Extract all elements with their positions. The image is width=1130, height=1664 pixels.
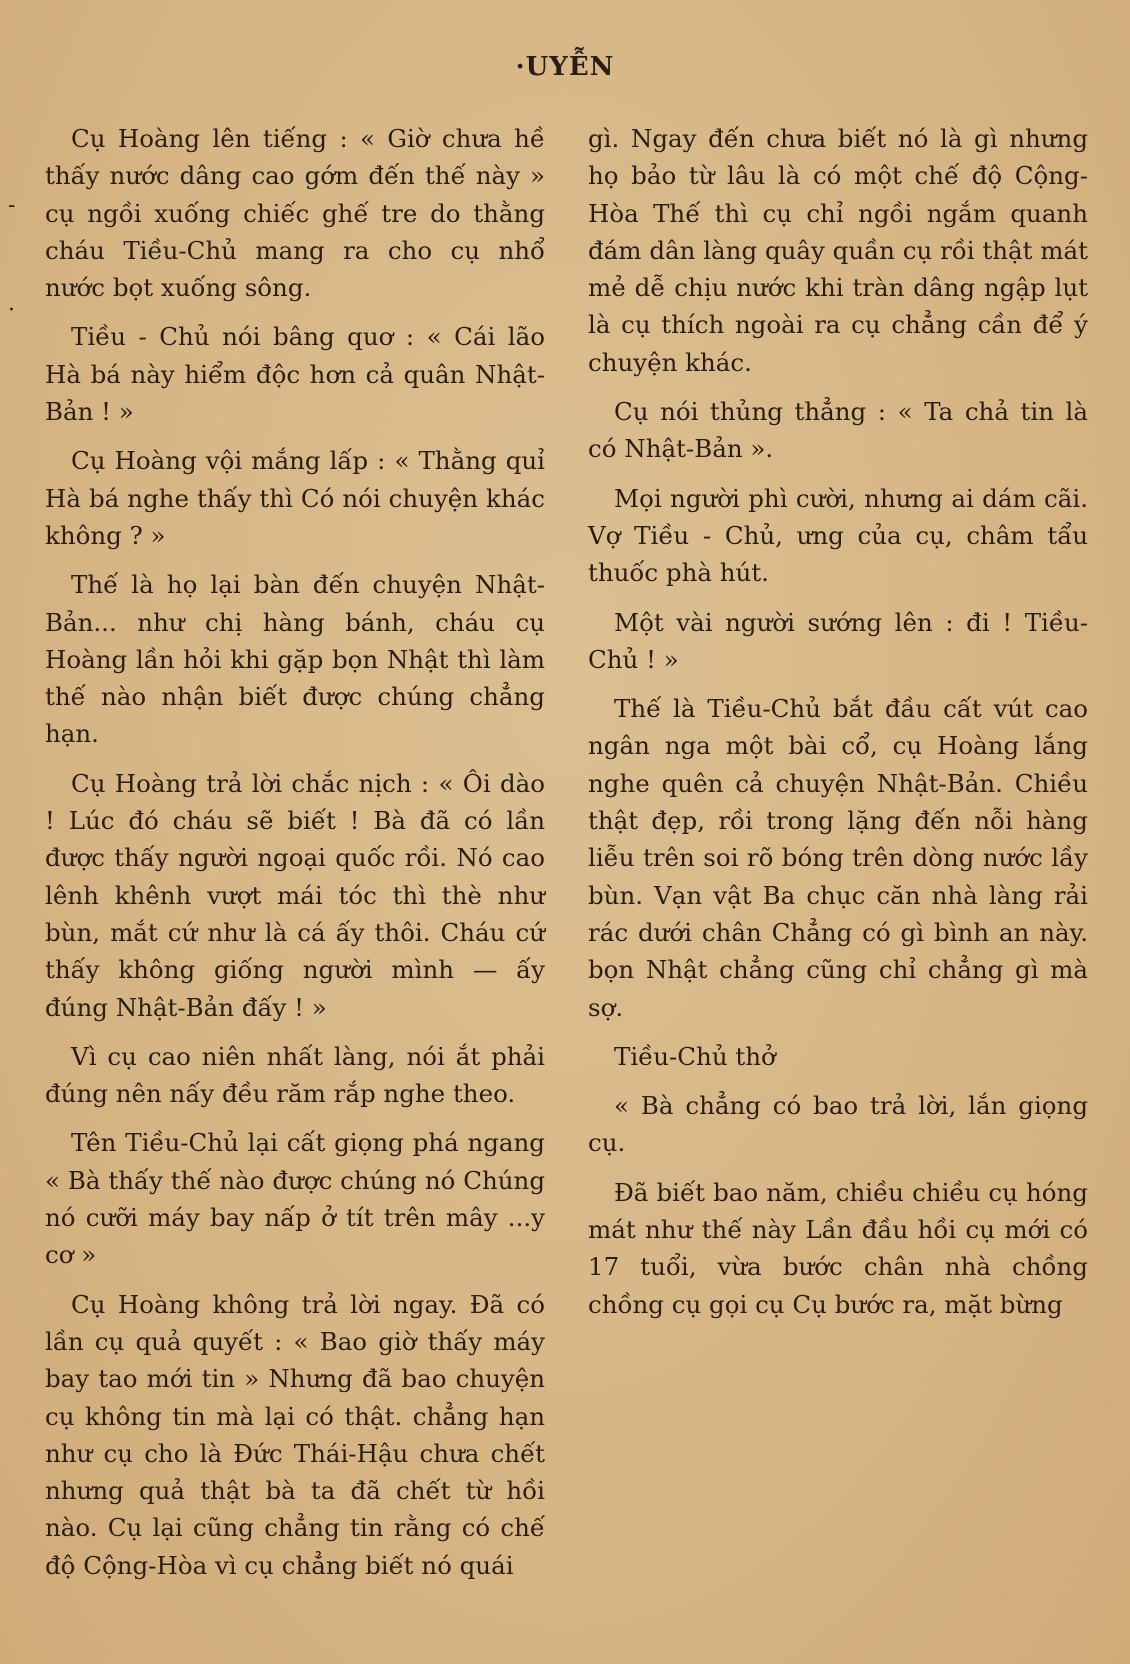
paragraph: Thế là họ lại bàn đến chuyện Nhật-Bản... như chị hàng bánh, cháu cụ Hoàng lần hỏi khi gặp bọn Nhật thì làm thế nào nhận biết được chúng chẳng hạn. — [45, 570, 545, 749]
right-column — [588, 120, 1088, 1335]
paragraph: Cụ Hoàng vội mắng lấp : « Thằng quỉ Hà bá nghe thấy thì Có nói chuyện khác không ? » — [45, 446, 545, 550]
paragraph: Tiều - Chủ nói bâng quơ : « Cái lão Hà bá này hiểm độc hơn cả quân Nhật-Bản ! » — [45, 322, 545, 427]
paragraph: Cụ Hoàng lên tiếng : « Giờ chưa hề thấy nước dâng cao gớm đến thế này » cụ ngồi xuống chiếc ghế tre do thằng cháu Tiều-Chủ mang ra cho cụ nhổ nước bọt xuống sông. — [45, 124, 545, 303]
paragraph: Cụ nói thủng thẳng : « Ta chả tin là có Nhật-Bản ». — [588, 397, 1088, 464]
paragraph: Tiều-Chủ thở — [614, 1041, 776, 1071]
paragraph: Cụ Hoàng trả lời chắc nịch : « Ôi dào ! Lúc đó cháu sẽ biết ! Bà đã có lần được thấy người ngoại quốc rồi. Nó cao lênh khênh vượt mái tóc thì thè như bùn, mắt cứ như là cá ấy thôi. Cháu cứ thấy không giống người mình — ấy đúng Nhật-Bản đấy ! » — [45, 768, 545, 1022]
paragraph: « Bà chẳng có bao trả lời, lắn giọng cụ. — [588, 1091, 1088, 1158]
paragraph: Mọi người phì cười, nhưng ai dám cãi. Vợ Tiều - Chủ, ưng của cụ, châm tẩu thuốc phà hút. — [588, 483, 1088, 588]
paragraph: Một vài người sướng lên : đi ! Tiều-Chủ ! » — [588, 607, 1088, 674]
page-header: ·UYỄN — [515, 52, 615, 82]
paragraph: Vì cụ cao niên nhất làng, nói ắt phải đúng nên nấy đều răm rắp nghe theo. — [45, 1041, 545, 1109]
paragraph: gì. Ngay đến chưa biết nó là gì nhưng họ bảo từ lâu là có một chế độ Cộng-Hòa Thế thì cụ chỉ ngồi ngắm quanh đám dân làng quây quần cụ rồi thật mát mẻ dễ chịu nước khi tràn dâng ngập lụt là cụ thích ngoài ra cụ chẳng cần để ý chuyện khác. — [588, 124, 1088, 377]
left-column — [45, 120, 545, 1596]
margin-mark: - — [8, 193, 16, 218]
margin-mark: · — [8, 298, 15, 323]
paragraph: Tên Tiều-Chủ lại cất giọng phá ngang « Bà thấy thế nào được chúng nó Chúng nó cưỡi máy bay nấp ở tít trên mây ...y cơ » — [45, 1128, 545, 1270]
paragraph: Đã biết bao năm, chiều chiều cụ hóng mát như thế này Lần đầu hồi cụ mới có 17 tuổi, vừa bước chân nhà chồng chồng cụ gọi cụ Cụ bước ra, mặt bừng — [588, 1177, 1088, 1319]
paragraph: Cụ Hoàng không trả lời ngay. Đã có lần cụ quả quyết : « Bao giờ thấy máy bay tao mới tin » Nhưng đã bao chuyện cụ không tin mà lại có thật. chẳng hạn như cụ cho là Đức Thái-Hậu chưa chết nhưng quả thật bà ta đã chết từ hồi nào. Cụ lại cũng chẳng tin rằng có chế độ Cộng-Hòa vì cụ chẳng biết nó quái — [45, 1289, 545, 1580]
paragraph: Thế là Tiều-Chủ bắt đầu cất vút cao ngân nga một bài cổ, cụ Hoàng lắng nghe quên cả chuyện Nhật-Bản. Chiều thật đẹp, rồi trong lặng đến nỗi hàng liễu trên soi rõ bóng trên dòng nước lầy bùn. Vạn vật Ba chục căn nhà làng rải rác dưới chân Chẳng có gì bình an này. bọn Nhật chẳng cũng chỉ chẳng gì mà sợ. — [588, 694, 1088, 1022]
